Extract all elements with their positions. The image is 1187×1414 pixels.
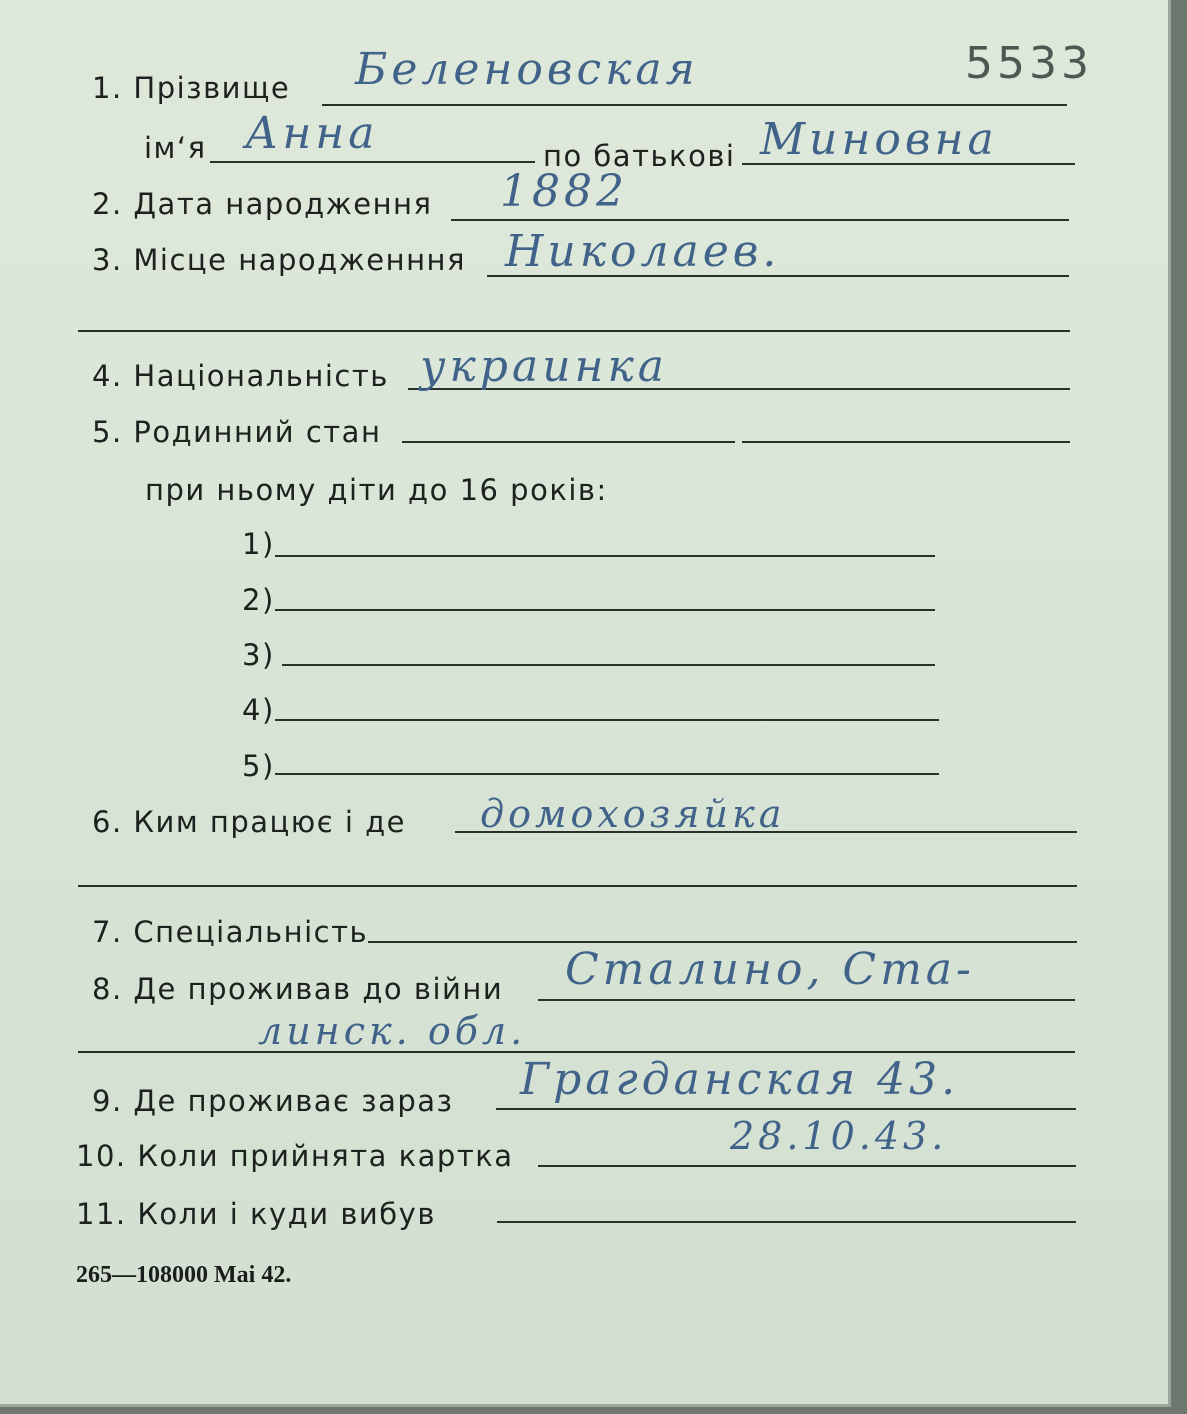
patronymic-value: Миновна xyxy=(760,114,998,165)
child-1-line xyxy=(275,555,935,557)
current-residence-label: 9. Де проживає зараз xyxy=(92,1084,454,1118)
child-1-label: 1) xyxy=(242,527,275,561)
child-2-line xyxy=(275,609,935,611)
work-value: домохозяйка xyxy=(480,792,786,836)
marital-status-label: 5. Родинний стан xyxy=(92,415,382,449)
first-name-value: Анна xyxy=(245,108,379,159)
child-4-label: 4) xyxy=(242,693,275,727)
prewar-residence-value-2: линск. обл. xyxy=(258,1009,527,1053)
card-accepted-line xyxy=(538,1165,1076,1167)
patronymic-label: по батькові xyxy=(543,139,736,173)
child-3-label: 3) xyxy=(242,638,275,672)
current-residence-value: Грагданская 43. xyxy=(520,1054,960,1105)
children-heading: при ньому діти до 16 років: xyxy=(145,473,608,507)
prewar-residence-line xyxy=(538,999,1075,1001)
nationality-value: украинка xyxy=(420,341,669,392)
birth-place-extra-line xyxy=(78,330,1070,332)
first-name-line xyxy=(210,161,535,163)
work-extra-line xyxy=(78,885,1077,887)
birth-place-label: 3. Місце народженння xyxy=(92,243,466,277)
child-2-label: 2) xyxy=(242,583,275,617)
card-accepted-label: 10. Коли прийнята картка xyxy=(76,1139,514,1173)
departed-line xyxy=(497,1221,1076,1223)
marital-status-line-2 xyxy=(742,441,1070,443)
print-code: 265—108000 Mai 42. xyxy=(76,1262,292,1288)
birth-date-label: 2. Дата народження xyxy=(92,187,433,221)
birth-place-value: Николаев. xyxy=(505,226,781,277)
child-4-line xyxy=(275,719,939,721)
card-number: 5533 xyxy=(965,38,1093,89)
card-accepted-value: 28.10.43. xyxy=(730,1114,948,1158)
child-5-line xyxy=(275,773,939,775)
work-label: 6. Ким працює і де xyxy=(92,805,407,839)
prewar-residence-value-1: Сталино, Ста- xyxy=(565,944,975,995)
marital-status-line-1 xyxy=(402,441,735,443)
child-3-line xyxy=(282,664,935,666)
surname-line xyxy=(322,104,1067,106)
specialty-line xyxy=(368,941,1077,943)
departed-label: 11. Коли і куди вибув xyxy=(76,1197,436,1231)
birth-date-value: 1882 xyxy=(500,166,628,217)
surname-value: Беленовская xyxy=(355,44,699,95)
first-name-label: ім‘я xyxy=(144,131,207,165)
child-5-label: 5) xyxy=(242,749,275,783)
current-residence-line xyxy=(496,1108,1076,1110)
nationality-label: 4. Національність xyxy=(92,359,389,393)
surname-label: 1. Прізвище xyxy=(92,71,291,105)
birth-date-line xyxy=(451,219,1069,221)
specialty-label: 7. Спеціальність xyxy=(92,915,369,949)
prewar-residence-extra-line xyxy=(78,1051,1075,1053)
prewar-residence-label: 8. Де проживав до війни xyxy=(92,972,504,1006)
